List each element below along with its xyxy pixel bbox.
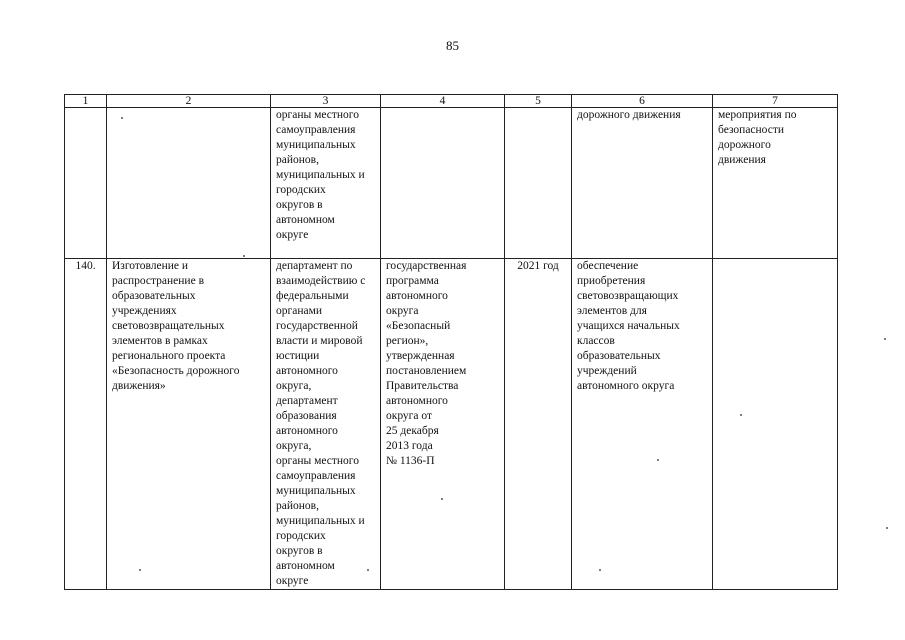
scan-speck <box>121 117 123 119</box>
cell-measure-name <box>107 108 271 259</box>
header-cell: 7 <box>713 95 838 108</box>
cell-indicator: мероприятия по безопасности дорожного движения <box>713 108 838 259</box>
header-cell: 5 <box>505 95 572 108</box>
table-row <box>65 108 838 259</box>
header-cell: 1 <box>65 95 107 108</box>
cell-funding-source <box>381 108 505 259</box>
cell-measure-name: Изготовление и распространение в образовательных учреждениях световозвращательных элементов в рамках регионального проекта «Безопасность дорожного движения» <box>107 259 271 590</box>
cell-term: 2021 год <box>505 259 572 590</box>
header-cell: 6 <box>572 95 713 108</box>
cell-number <box>65 108 107 259</box>
scan-speck <box>657 459 659 461</box>
cell-executors: департамент по взаимодействию с федеральными органами государственной власти и мировой юстиции автономного округа, департамент образования автономного округа, органы местного самоуправления муниципальных районов, муниципальных и городских округов в автономном округе <box>271 259 381 590</box>
table-header-row <box>65 95 838 108</box>
cell-executors: органы местного самоуправления муниципальных районов, муниципальных и городских округов в автономном округе <box>271 108 381 259</box>
scan-speck <box>441 498 443 500</box>
table-row <box>65 259 838 590</box>
cell-result: дорожного движения <box>572 108 713 259</box>
scan-speck <box>884 338 886 340</box>
scan-speck <box>243 255 245 257</box>
page-number: 85 <box>446 38 459 53</box>
cell-term <box>505 108 572 259</box>
cell-number: 140. <box>65 259 107 590</box>
header-cell: 2 <box>107 95 271 108</box>
scan-speck <box>599 569 601 571</box>
scan-speck <box>740 414 742 416</box>
cell-funding-source: государственная программа автономного округа «Безопасный регион», утвержденная постановлением Правительства автономного округа от 25 декабря 2013 года № 1136-П <box>381 259 505 590</box>
header-cell: 3 <box>271 95 381 108</box>
scan-speck <box>886 527 888 529</box>
measures-table <box>64 94 838 590</box>
header-cell: 4 <box>381 95 505 108</box>
cell-result: обеспечение приобретения световозвращающих элементов для учащихся начальных классов образовательных учреждений автономного округа <box>572 259 713 590</box>
scan-speck <box>139 569 141 571</box>
scan-speck <box>367 569 369 571</box>
cell-indicator <box>713 259 838 590</box>
